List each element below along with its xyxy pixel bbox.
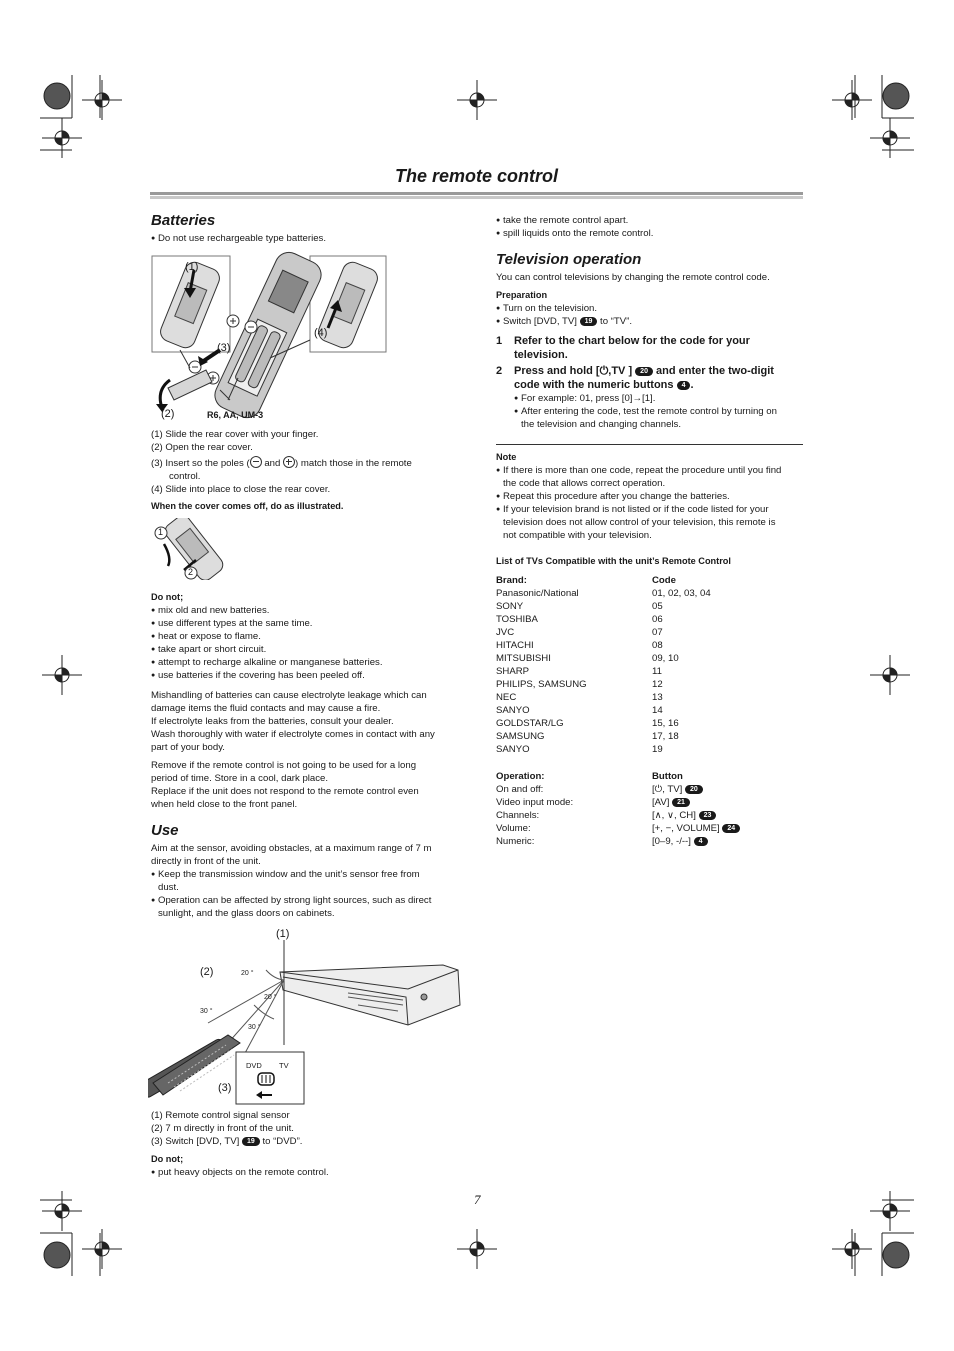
cover-off-label-2: 2	[188, 567, 194, 577]
brand-cell: MITSUBISHI	[496, 653, 551, 664]
warning-paragraph: damage items the fluid contacts and may cause a fire.	[151, 703, 381, 714]
brand-cell: SONY	[496, 601, 524, 612]
crosshair-mark	[82, 80, 122, 120]
use-do-not-heading: Do not;	[151, 1154, 184, 1164]
registration-dot	[883, 83, 909, 109]
storage-paragraph: period of time. Store in a cool, dark place.	[151, 773, 329, 784]
battery-step-3-mid: and	[261, 458, 283, 469]
crosshair-mark	[832, 1229, 872, 1269]
code-cell: 06	[652, 614, 663, 625]
note-item: ● If your television brand is not listed or if the code listed for your	[496, 503, 806, 516]
warning-paragraph: If electrolyte leaks from the batteries, consult your dealer.	[151, 716, 394, 727]
battery-step: (2) Open the rear cover.	[151, 442, 253, 453]
operation-cell: Video input mode:	[496, 797, 574, 808]
note-heading: Note	[496, 452, 517, 462]
code-cell: 09, 10	[652, 653, 679, 664]
step-1-cont	[496, 348, 806, 362]
button-cell	[652, 783, 740, 796]
use-bullet: ● Operation can be affected by strong light sources, such as direct	[151, 894, 471, 907]
note-item: ● If there is more than one code, repeat the procedure until you find	[496, 464, 806, 477]
use-intro: directly in front of the unit.	[151, 856, 261, 867]
brand-cell: SANYO	[496, 744, 530, 755]
operation-cell: Volume:	[496, 823, 531, 834]
use-caption-3-text: (3) Switch [DVD, TV]	[151, 1136, 242, 1147]
note-item: ● Repeat this procedure after you change the batteries.	[496, 490, 806, 503]
angle-label: 30 °	[248, 1024, 261, 1031]
do-not-heading: Do not;	[151, 592, 184, 602]
use-label-1: (1)	[276, 928, 290, 940]
operation-cell: On and off:	[496, 784, 544, 795]
use-caption: (1) Remote control signal sensor	[151, 1110, 290, 1121]
crosshair-mark	[82, 1229, 122, 1269]
tv-operation-heading: Television operation	[496, 251, 642, 268]
use-intro: Aim at the sensor, avoiding obstacles, at a maximum range of 7 m	[151, 843, 432, 854]
operation-cell: Numeric:	[496, 836, 535, 847]
step-number: 2	[496, 365, 503, 377]
title-rule	[150, 192, 803, 199]
do-not-item: ● use batteries if the covering has been peeled off.	[151, 669, 471, 682]
note-item-cont: television does not allow control of your television, this remote is	[503, 517, 776, 528]
brand-cell: NEC	[496, 692, 517, 703]
use-bullet: ● Keep the transmission window and the unit’s sensor free from	[151, 868, 471, 881]
code-header: Code	[652, 575, 676, 586]
table-row	[496, 665, 711, 678]
use-captions	[151, 1109, 471, 1179]
table-header-row	[496, 770, 740, 783]
code-cell: 08	[652, 640, 663, 651]
code-cell: 13	[652, 692, 663, 703]
step-2-cont	[496, 378, 806, 392]
do-not-item: ● heat or expose to flame.	[151, 630, 471, 643]
prep-item: ● Turn on the television.	[496, 302, 806, 315]
use-bullet-cont: sunlight, and the glass doors on cabinets.	[158, 908, 335, 919]
fig-label-2: (2)	[161, 408, 175, 420]
cover-off-label-1: 1	[158, 527, 164, 537]
operation-header: Operation:	[496, 771, 545, 782]
table-row	[496, 704, 711, 717]
button-cell	[652, 809, 740, 822]
crosshair-mark	[870, 1191, 910, 1231]
note-divider	[496, 444, 803, 445]
table-row	[496, 796, 740, 809]
ref-badge: 20	[685, 785, 703, 794]
warning-paragraph: Wash thoroughly with water if electrolyte comes in contact with any	[151, 729, 435, 740]
step-2-sub-cont: the television and changing channels.	[521, 419, 682, 430]
angle-label: 30 °	[200, 1008, 213, 1015]
storage-paragraph: Replace if the unit does not respond to the remote control even	[151, 786, 419, 797]
table-row	[496, 822, 740, 835]
code-cell: 11	[652, 666, 662, 677]
battery-install-figure	[150, 250, 390, 425]
table-row	[496, 717, 711, 730]
crosshair-mark	[832, 80, 872, 120]
preparation-heading: Preparation	[496, 290, 548, 300]
table-row	[496, 809, 740, 822]
button-label: [0–9, -/--]	[652, 836, 691, 847]
angle-label: 20 °	[264, 994, 277, 1001]
crosshair-mark	[42, 1191, 82, 1231]
code-cell: 15, 16	[652, 718, 679, 729]
tv-list-heading: List of TVs Compatible with the unit’s Remote Control	[496, 556, 731, 566]
step-2-text: code with the numeric buttons	[514, 379, 677, 391]
minus-pole-icon	[250, 456, 262, 468]
button-label: [∧, ∨, CH]	[652, 810, 696, 821]
code-cell: 01, 02, 03, 04	[652, 588, 711, 599]
table-row	[496, 835, 740, 848]
power-icon: ⏻	[599, 365, 609, 377]
page-title: The remote control	[394, 166, 559, 186]
step-1-line: television.	[514, 349, 568, 361]
use-do-not-cont	[496, 214, 806, 240]
battery-step: (1) Slide the rear cover with your finger.	[151, 429, 319, 440]
do-not-item: ● mix old and new batteries.	[151, 604, 471, 617]
tv-operation-body	[496, 271, 806, 431]
button-label: [⏻, TV]	[652, 784, 683, 795]
use-do-not-item: ● spill liquids onto the remote control.	[496, 227, 806, 240]
button-header: Button	[652, 771, 683, 782]
use-caption: (2) 7 m directly in front of the unit.	[151, 1123, 294, 1134]
use-label-2: (2)	[200, 966, 214, 978]
button-cell	[652, 835, 740, 848]
brand-cell: SAMSUNG	[496, 731, 545, 742]
code-cell: 07	[652, 627, 663, 638]
step-number: 1	[496, 335, 503, 347]
ref-badge: 19	[580, 317, 598, 326]
batteries-do-not	[151, 591, 471, 811]
crosshair-mark	[457, 1229, 497, 1269]
ref-badge: 24	[722, 824, 740, 833]
registration-dot	[883, 1242, 909, 1268]
step-1	[496, 334, 806, 348]
switch-tv-label: TV	[279, 1061, 289, 1070]
table-row	[496, 587, 711, 600]
brand-cell: GOLDSTAR/LG	[496, 718, 564, 729]
use-caption-3	[151, 1135, 471, 1148]
table-row	[496, 691, 711, 704]
brand-cell: TOSHIBA	[496, 614, 538, 625]
ref-badge: 20	[635, 367, 653, 376]
table-row	[496, 600, 711, 613]
ref-badge: 19	[242, 1137, 260, 1146]
batteries-heading: Batteries	[151, 212, 216, 229]
table-row	[496, 678, 711, 691]
step-2-sub: ● For example: 01, press [0]→[1].	[514, 392, 806, 405]
button-cell	[652, 796, 740, 809]
table-row	[496, 652, 711, 665]
button-cell	[652, 822, 740, 835]
step-1-line: Refer to the chart below for the code for your	[514, 335, 750, 347]
fig-label-4: (4)	[314, 327, 328, 339]
use-figure	[148, 935, 468, 1110]
note-item-cont: the code that allows correct operation.	[503, 478, 666, 489]
use-heading: Use	[151, 822, 179, 839]
table-row	[496, 783, 740, 796]
switch-dvd-label: DVD	[246, 1061, 262, 1070]
crosshair-mark	[870, 655, 910, 695]
table-row	[496, 613, 711, 626]
use-bullet-cont: dust.	[158, 882, 179, 893]
fig-label-3: (3)	[217, 342, 231, 354]
table-row	[496, 626, 711, 639]
use-text	[151, 842, 471, 920]
ref-badge: 4	[694, 837, 708, 846]
do-not-item: ● take apart or short circuit.	[151, 643, 471, 656]
tv-brand-table	[496, 574, 711, 756]
page-number: 7	[474, 1192, 481, 1207]
step-2-text: and enter the two-digit	[652, 365, 774, 377]
use-caption-3-end: to “DVD”.	[259, 1136, 303, 1147]
brand-cell: JVC	[496, 627, 515, 638]
battery-step-3-start: (3) Insert so the poles (	[151, 458, 250, 469]
note-item-cont: not compatible with your television.	[503, 530, 652, 541]
use-do-not-item: ● take the remote control apart.	[496, 214, 806, 227]
brand-cell: PHILIPS, SAMSUNG	[496, 679, 587, 690]
ref-badge: 4	[677, 381, 691, 390]
battery-step-3-cont: control.	[169, 471, 201, 482]
step-2-text: Press and hold [	[514, 365, 600, 377]
registration-dot	[44, 83, 70, 109]
crosshair-mark	[42, 655, 82, 695]
do-not-item: ● attempt to recharge alkaline or manganese batteries.	[151, 656, 471, 669]
table-header-row	[496, 574, 711, 587]
ref-badge: 21	[672, 798, 690, 807]
prep-item-2-end: to “TV”.	[597, 316, 633, 327]
button-label: [AV]	[652, 797, 670, 808]
table-row	[496, 639, 711, 652]
code-cell: 05	[652, 601, 663, 612]
table-row	[496, 743, 711, 756]
code-cell: 19	[652, 744, 663, 755]
step-2	[496, 364, 806, 378]
ref-badge: 23	[699, 811, 717, 820]
storage-paragraph: Remove if the remote control is not going to be used for a long	[151, 760, 417, 771]
operation-cell: Channels:	[496, 810, 540, 821]
crosshair-mark	[870, 118, 910, 158]
step-2-sub: ● After entering the code, test the remote control by turning on	[514, 405, 806, 418]
note-section	[496, 451, 806, 542]
table-row	[496, 730, 711, 743]
brand-cell: SANYO	[496, 705, 530, 716]
fig-label-1: (1)	[185, 261, 199, 273]
button-label: [+, −, VOLUME]	[652, 823, 720, 834]
cover-off-heading: When the cover comes off, do as illustrated.	[151, 501, 344, 511]
storage-paragraph: when held close to the front panel.	[151, 799, 298, 810]
registration-dot	[44, 1242, 70, 1268]
code-cell: 14	[652, 705, 663, 716]
use-do-not-item: ● put heavy objects on the remote control.	[151, 1166, 471, 1179]
battery-step-3-end: ) match those in the remote	[295, 458, 412, 469]
prep-item-2-text: Switch [DVD, TV]	[503, 316, 580, 327]
angle-label: 20 °	[241, 970, 254, 977]
step-2-text: ,TV ]	[608, 365, 636, 377]
battery-type-label: R6, AA, UM-3	[207, 410, 264, 420]
crosshair-mark	[42, 118, 82, 158]
operation-table	[496, 770, 740, 848]
step-2-text: .	[690, 379, 694, 391]
do-not-item: ● use different types at the same time.	[151, 617, 471, 630]
crosshair-mark	[457, 80, 497, 120]
battery-step-3	[151, 456, 461, 470]
warning-paragraph: Mishandling of batteries can cause electrolyte leakage which can	[151, 690, 427, 701]
warning-paragraph: part of your body.	[151, 742, 225, 753]
prep-item-2	[496, 315, 806, 328]
brand-cell: HITACHI	[496, 640, 534, 651]
tv-intro: You can control televisions by changing the remote control code.	[496, 272, 770, 283]
brand-header: Brand:	[496, 575, 527, 586]
code-cell: 12	[652, 679, 663, 690]
use-label-3: (3)	[218, 1082, 232, 1094]
code-cell: 17, 18	[652, 731, 679, 742]
battery-step: (4) Slide into place to close the rear cover.	[151, 484, 331, 495]
brand-cell: SHARP	[496, 666, 530, 677]
plus-pole-icon	[283, 456, 295, 468]
batteries-note: ● Do not use rechargeable type batteries.	[151, 232, 326, 245]
battery-steps	[151, 428, 461, 496]
brand-cell: Panasonic/National	[496, 588, 579, 599]
